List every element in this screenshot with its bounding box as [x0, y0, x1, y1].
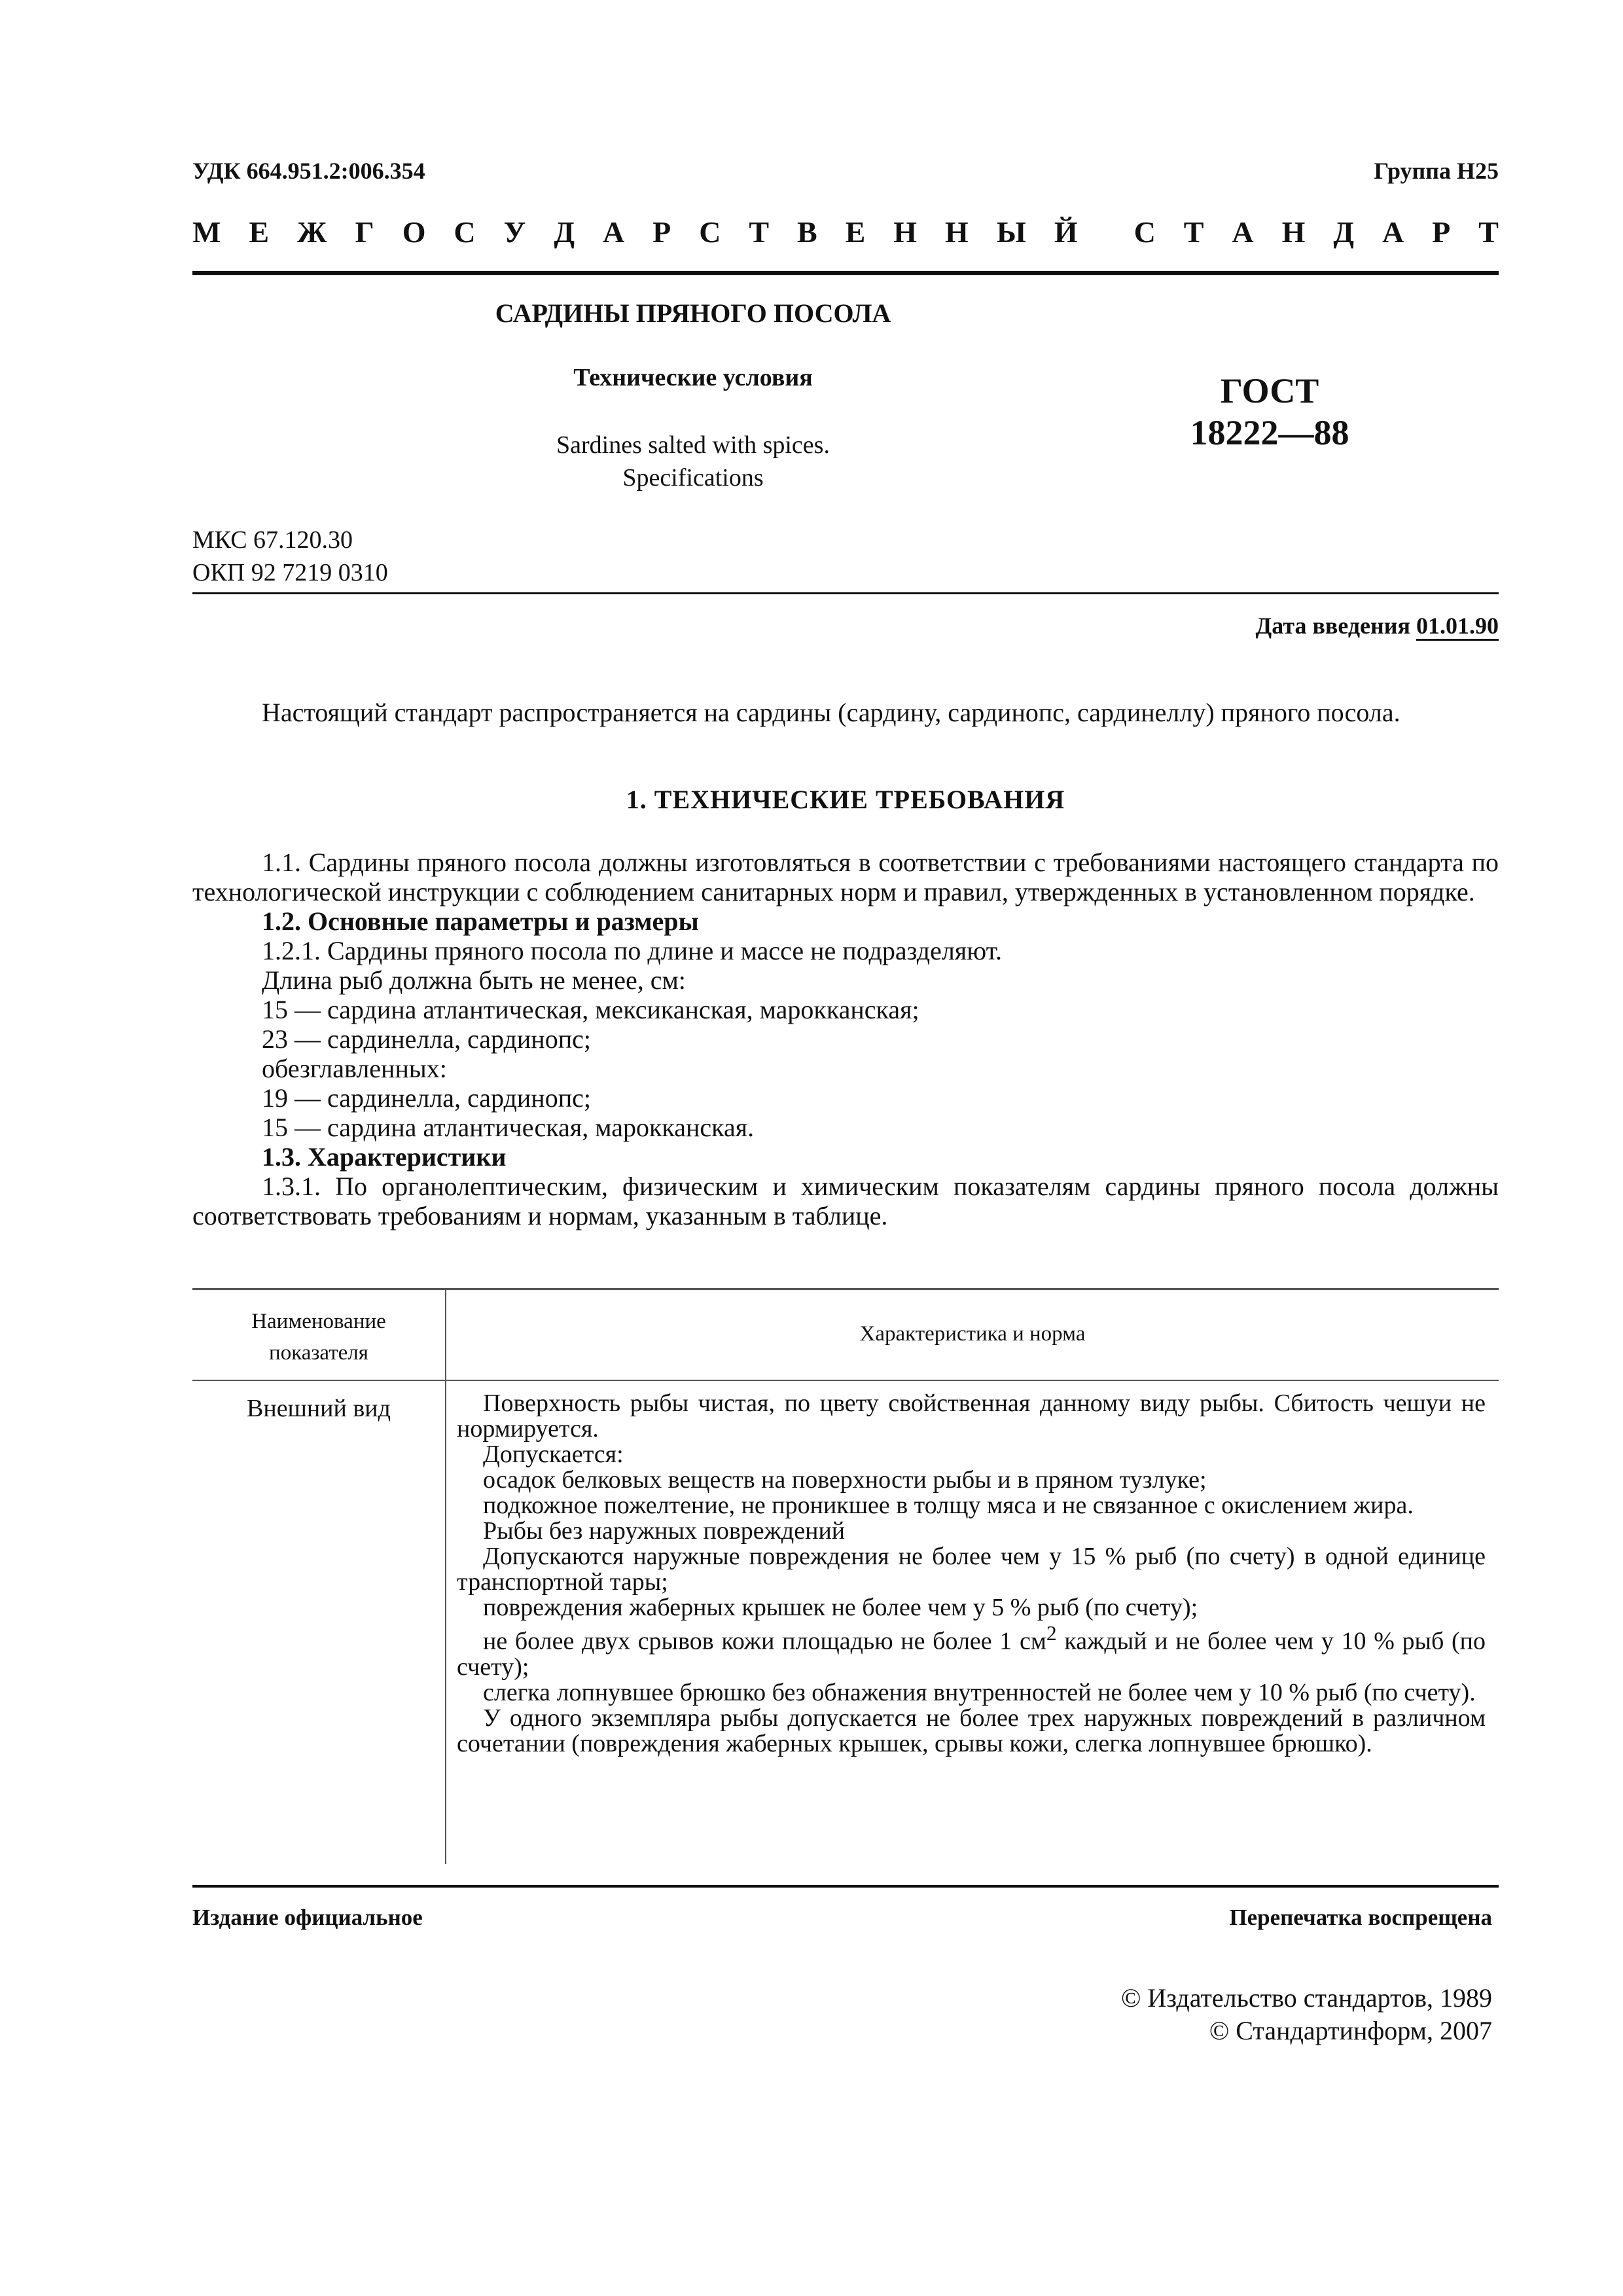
- norm-line: Допускаются наружные повреждения не более чем у 15 % рыб (по счету) в одной единице транспортной тары;: [457, 1543, 1486, 1596]
- gost-label: ГОСТ: [1220, 371, 1319, 410]
- table-header-line: Наименование: [251, 1310, 386, 1333]
- length-item: 15 — сардина атлантическая, марокканская.: [262, 1113, 755, 1142]
- document-subtitle: Технические условия: [573, 364, 813, 391]
- footer-divider: [192, 1885, 1499, 1888]
- banner-letter: С: [454, 215, 476, 249]
- length-intro: Длина рыб должна быть не менее, см:: [262, 965, 686, 995]
- length-item: обезглавленных:: [262, 1054, 447, 1083]
- english-title-line: Specifications: [622, 464, 764, 492]
- length-item: 15 — сардина атлантическая, мексиканская, марокканская;: [262, 995, 919, 1024]
- norm-line: осадок белковых веществ на поверхности рыбы и в пряном тузлуке;: [483, 1466, 1207, 1494]
- paragraph-1-1: 1.1. Сардины пряного посола должны изготовляться в соответствии с требованиями настоящего стандарта по технологической инструкции с соблюдением санитарных норм и правил, утвержденных в установленном порядке.: [192, 848, 1499, 906]
- introduction-date: [1256, 612, 1499, 639]
- introduction-date-value: 01.01.90: [1416, 613, 1499, 639]
- banner-letter: А: [1382, 215, 1404, 249]
- document-title: САРДИНЫ ПРЯНОГО ПОСОЛА: [495, 298, 891, 328]
- scope-paragraph: Настоящий стандарт распространяется на сардины (сардину, сардинопс, сардинеллу) пряного посола.: [262, 698, 1400, 727]
- banner-letter: Е: [845, 215, 866, 249]
- copyright-line: © Стандартинформ, 2007: [1209, 2016, 1492, 2045]
- norm-text: каждый и не более чем у 10 % рыб (по счету);: [457, 1627, 1486, 1681]
- paragraph-1-3-1: 1.3.1. По органолептическим, физическим и химическим показателям сардины пряного посола должны соответствовать требованиям и нормам, указанным в таблице.: [192, 1172, 1499, 1230]
- banner-letter: Т: [749, 215, 770, 249]
- banner-letter: Ж: [297, 215, 327, 249]
- norm-line: Рыбы без наружных повреждений: [483, 1517, 846, 1545]
- banner-letter: А: [1232, 215, 1254, 249]
- udk-code: УДК 664.951.2:006.354: [192, 158, 425, 184]
- norm-line: подкожное пожелтение, не проникшее в толщу мяса и не связанное с окислением жира.: [483, 1492, 1414, 1519]
- mks-code: МКС 67.120.30: [192, 526, 353, 554]
- banner-letter: Д: [1333, 215, 1354, 249]
- banner-letter: Н: [1281, 215, 1306, 249]
- copyright-block: [1121, 1982, 1492, 2047]
- banner-letter: Т: [1478, 215, 1499, 249]
- table-column-divider: [445, 1288, 446, 1864]
- table-top-border: [192, 1288, 1499, 1290]
- banner-letter: М: [192, 215, 221, 249]
- banner-letter: В: [797, 215, 817, 249]
- banner-letter: Е: [249, 215, 270, 249]
- subheading-1-2: 1.2. Основные параметры и размеры: [262, 906, 699, 936]
- norm-text: не более двух срывов кожи площадью не более 1 см: [483, 1627, 1046, 1655]
- classifiers: [192, 524, 388, 589]
- gost-number: 18222—88: [1190, 413, 1349, 452]
- length-item: 19 — сардинелла, сардинопс;: [262, 1083, 591, 1113]
- norm-line: слегка лопнувшее брюшко без обнажения внутренностей не более чем у 10 % рыб (по счету).: [483, 1678, 1476, 1706]
- banner-letter: А: [602, 215, 625, 249]
- english-title: [192, 429, 1194, 494]
- banner-letter: Т: [1183, 215, 1204, 249]
- title-divider: [192, 592, 1499, 594]
- banner-letter: О: [402, 215, 426, 249]
- table-header-divider: [192, 1380, 1499, 1381]
- reprint-prohibited-label: Перепечатка воспрещена: [1229, 1905, 1492, 1930]
- table-cell-indicator: Внешний вид: [247, 1395, 391, 1422]
- banner-letter: С: [699, 215, 721, 249]
- banner-letter: Г: [355, 215, 374, 249]
- group-code: Группа Н25: [1374, 158, 1499, 184]
- gost-designation: [1132, 370, 1407, 454]
- introduction-date-label: Дата введения: [1255, 613, 1416, 639]
- official-edition-label: Издание официальное: [192, 1905, 423, 1930]
- table-header-norm: Характеристика и норма: [859, 1322, 1086, 1346]
- length-item: 23 — сардинелла, сардинопс;: [262, 1024, 591, 1054]
- banner-letter: Р: [1432, 215, 1451, 249]
- okp-code: ОКП 92 7219 0310: [192, 559, 388, 586]
- banner-letter: Н: [945, 215, 969, 249]
- banner-letter: Ы: [996, 215, 1026, 249]
- banner-letter: Р: [652, 215, 671, 249]
- banner-letter: Д: [554, 215, 575, 249]
- interstate-standard-banner: [192, 215, 1499, 249]
- section-body: [192, 848, 1499, 1230]
- norm-line: Поверхность рыбы чистая, по цвету свойственная данному виду рыбы. Сбитость чешуи не нормируется.: [457, 1390, 1486, 1443]
- table-header-line: показателя: [269, 1341, 368, 1365]
- table-cell-norm: [457, 1391, 1486, 1757]
- banner-letter: У: [503, 215, 526, 249]
- paragraph-1-2-1: 1.2.1. Сардины пряного посола по длине и массе не подразделяют.: [262, 936, 1003, 965]
- header-divider: [192, 271, 1499, 275]
- superscript: 2: [1046, 1622, 1057, 1645]
- banner-letter: Й: [1054, 215, 1078, 249]
- banner-letter: С: [1133, 215, 1156, 249]
- copyright-line: © Издательство стандартов, 1989: [1120, 1983, 1492, 2013]
- norm-line: повреждения жаберных крышек не более чем у 5 % рыб (по счету);: [483, 1594, 1198, 1621]
- norm-line: [457, 1621, 1486, 1680]
- norm-line: Допускается:: [483, 1441, 624, 1468]
- table-header-indicator: [192, 1306, 445, 1369]
- english-title-line: Sardines salted with spices.: [556, 431, 830, 459]
- banner-letter: Н: [893, 215, 918, 249]
- subheading-1-3: 1.3. Характеристики: [262, 1142, 507, 1172]
- section-heading: 1. ТЕХНИЧЕСКИЕ ТРЕБОВАНИЯ: [626, 785, 1065, 814]
- norm-line: У одного экземпляра рыбы допускается не более трех наружных повреждений в различном сочетании (повреждения жаберных крышек, срывы кожи, слегка лопнувшее брюшко).: [457, 1704, 1486, 1757]
